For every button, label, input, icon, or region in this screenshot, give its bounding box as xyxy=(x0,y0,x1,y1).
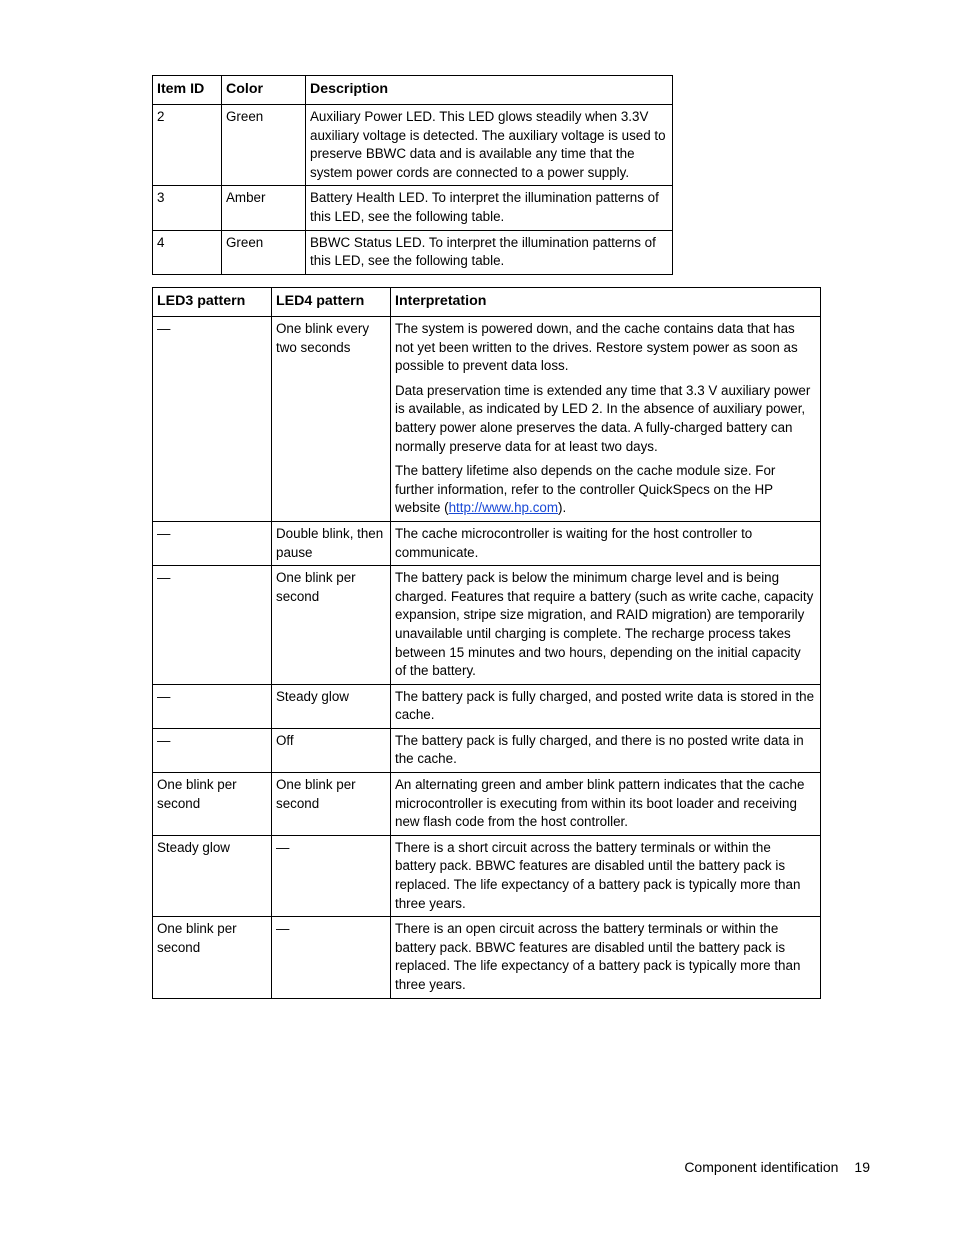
table-row xyxy=(153,917,821,998)
page-footer xyxy=(684,1158,870,1176)
header-color: Color xyxy=(222,76,306,105)
led4-pattern: One blink every two seconds xyxy=(272,317,391,522)
table-row xyxy=(153,728,821,772)
table-row xyxy=(153,773,821,836)
led4-pattern: Off xyxy=(272,728,391,772)
led4-pattern: — xyxy=(272,917,391,998)
interpretation: The battery pack is below the minimum charge level and is being charged. Features that require a battery (such as write cache, capacity expansion, stripe size migration, and RAID migration) are temporarily unavailable until charging is complete. The recharge process takes between 15 minutes and two hours, depending on the initial capacity of the battery. xyxy=(391,566,821,685)
table-row xyxy=(153,521,821,565)
interpretation-paragraph: Data preservation time is extended any time that 3.3 V auxiliary power is available, as indicated by LED 2. In the absence of auxiliary power, battery power alone preserves the data. A fully-charged battery can normally preserve data for at least two days. xyxy=(395,382,811,454)
interpretation xyxy=(391,317,821,522)
interpretation-paragraph: The system is powered down, and the cache contains data that has not yet been written to the drives. Restore system power as soon as possible to prevent data loss. xyxy=(395,321,798,374)
item-color: Amber xyxy=(222,186,306,230)
led3-pattern: Steady glow xyxy=(153,835,272,916)
led3-pattern: One blink per second xyxy=(153,773,272,836)
led4-pattern: Steady glow xyxy=(272,684,391,728)
interpretation: An alternating green and amber blink pattern indicates that the cache microcontroller is executing from within its boot loader and receiving new flash code from the host controller. xyxy=(391,773,821,836)
led-item-table xyxy=(152,75,673,275)
led3-pattern: — xyxy=(153,684,272,728)
interpretation: There is an open circuit across the battery terminals or within the battery pack. BBWC features are disabled until the battery pack is replaced. The life expectancy of a battery pack is typically more than three years. xyxy=(391,917,821,998)
table-row xyxy=(153,684,821,728)
interpretation: The cache microcontroller is waiting for the host controller to communicate. xyxy=(391,521,821,565)
interpretation: There is a short circuit across the battery terminals or within the battery pack. BBWC features are disabled until the battery pack is replaced. The life expectancy of a battery pack is typically more than three years. xyxy=(391,835,821,916)
header-led3: LED3 pattern xyxy=(153,288,272,317)
interpretation-text: ). xyxy=(558,500,567,516)
led4-pattern: Double blink, then pause xyxy=(272,521,391,565)
led3-pattern: — xyxy=(153,728,272,772)
led4-pattern: One blink per second xyxy=(272,773,391,836)
item-id: 3 xyxy=(153,186,222,230)
item-id: 2 xyxy=(153,105,222,186)
interpretation: The battery pack is fully charged, and there is no posted write data in the cache. xyxy=(391,728,821,772)
header-description: Description xyxy=(306,76,673,105)
footer-section-title: Component identification xyxy=(684,1159,839,1175)
page-number: 19 xyxy=(854,1159,870,1175)
table-header-row xyxy=(153,76,673,105)
interpretation: The battery pack is fully charged, and posted write data is stored in the cache. xyxy=(391,684,821,728)
item-color: Green xyxy=(222,230,306,274)
table-header-row xyxy=(153,288,821,317)
item-color: Green xyxy=(222,105,306,186)
hp-website-link[interactable]: http://www.hp.com xyxy=(448,500,558,516)
table-row xyxy=(153,317,821,522)
header-interpretation: Interpretation xyxy=(391,288,821,317)
header-led4: LED4 pattern xyxy=(272,288,391,317)
interpretation-paragraph xyxy=(395,462,815,518)
table-row xyxy=(153,566,821,685)
led3-pattern: — xyxy=(153,566,272,685)
item-description: BBWC Status LED. To interpret the illumination patterns of this LED, see the following table. xyxy=(306,230,673,274)
led3-pattern: One blink per second xyxy=(153,917,272,998)
header-item-id: Item ID xyxy=(153,76,222,105)
table-row xyxy=(153,186,673,230)
interpretation-text: The battery lifetime also depends on the cache module size. For further information, refer to the controller QuickSpecs on the HP website ( xyxy=(395,463,776,516)
led-pattern-table xyxy=(152,287,821,999)
table-row xyxy=(153,230,673,274)
led3-pattern: — xyxy=(153,317,272,522)
led4-pattern: — xyxy=(272,835,391,916)
table-row xyxy=(153,835,821,916)
item-description: Auxiliary Power LED. This LED glows steadily when 3.3V auxiliary voltage is detected. The auxiliary voltage is used to preserve BBWC data and is available any time that the system power cords are connected to a power supply. xyxy=(306,105,673,186)
item-description: Battery Health LED. To interpret the illumination patterns of this LED, see the following table. xyxy=(306,186,673,230)
item-id: 4 xyxy=(153,230,222,274)
led4-pattern: One blink per second xyxy=(272,566,391,685)
table-row xyxy=(153,105,673,186)
led3-pattern: — xyxy=(153,521,272,565)
